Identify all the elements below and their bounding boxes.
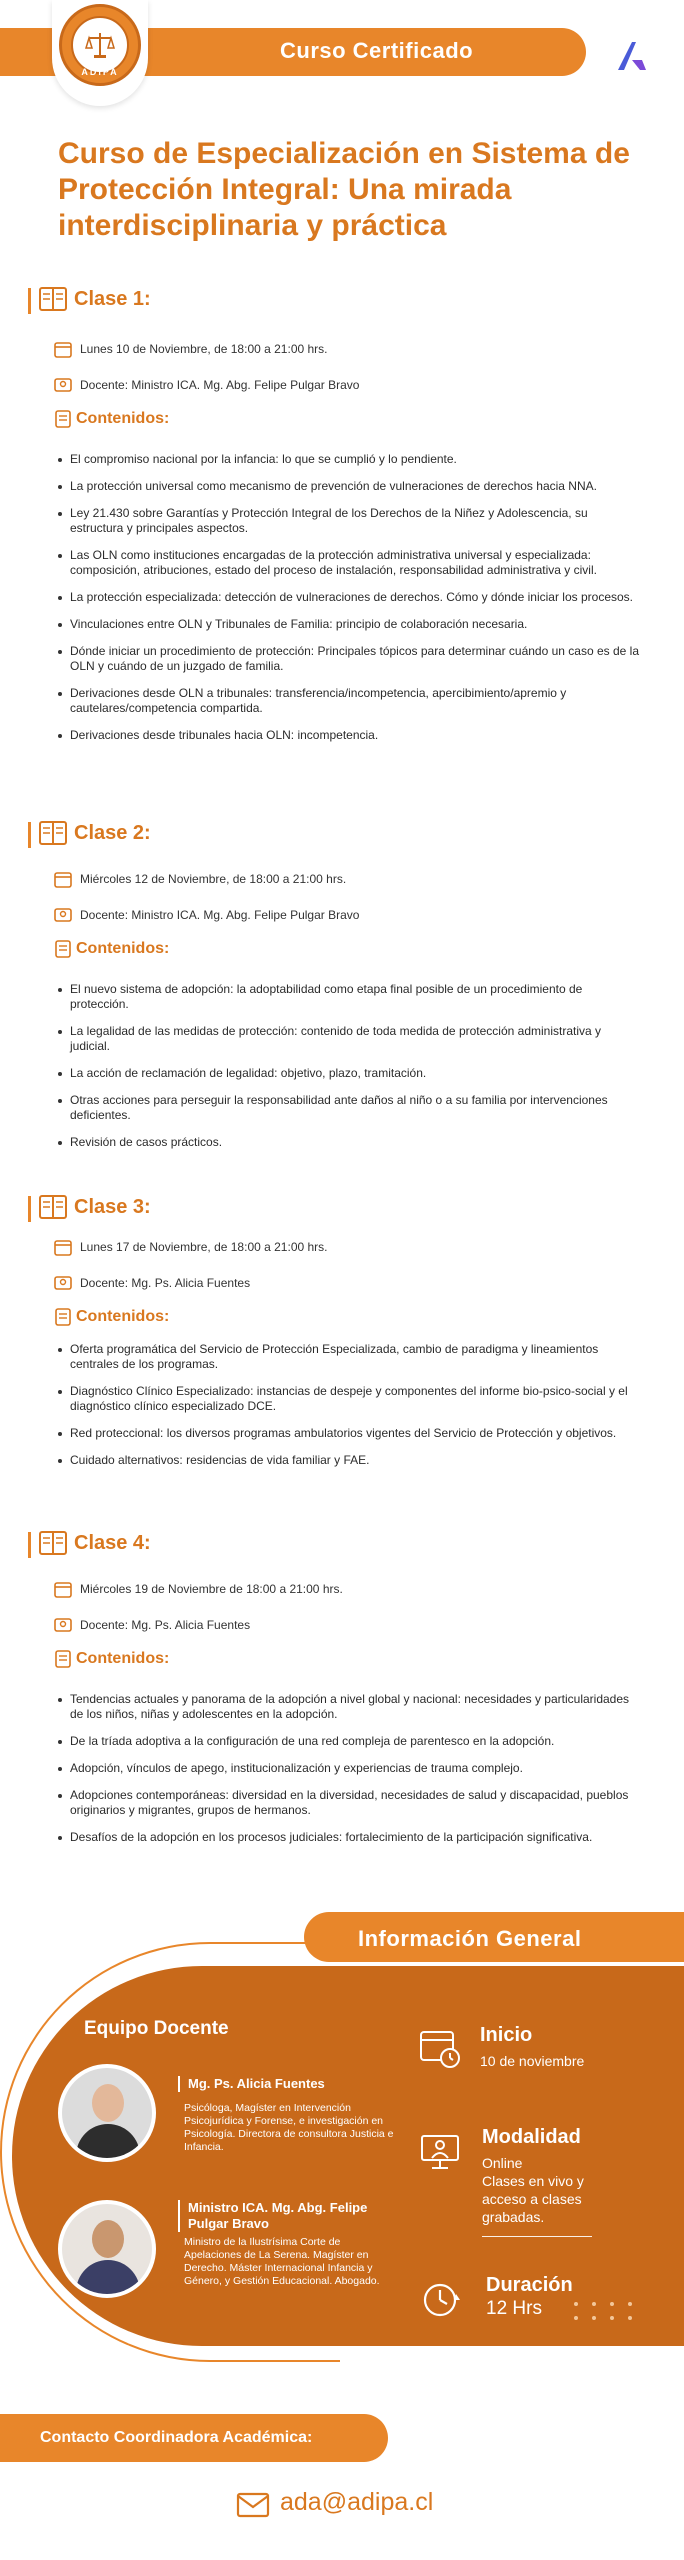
list-item: Derivaciones desde OLN a tribunales: transferencia/incompetencia, apercibimiento/apremio y cautelares/competencia compartida. — [70, 686, 644, 716]
class-title: Clase 3: — [74, 1196, 151, 1218]
start-value: 10 de noviembre — [480, 2053, 585, 2069]
contact-email-link[interactable]: ada@adipa.cl — [280, 2488, 434, 2516]
class-date: Miércoles 12 de Noviembre, de 18:00 a 21:00 hrs. — [80, 872, 347, 886]
list-item: Tendencias actuales y panorama de la adopción a nivel global y nacional: necesidades y particularidades de los niños, niñas y adolescentes en la adopción. — [70, 1692, 644, 1722]
book-icon — [38, 284, 68, 314]
list-icon — [54, 410, 72, 428]
list-item: Red proteccional: los diversos programas ambulatorios vigentes del Servicio de Protección y objetivos. — [70, 1426, 644, 1441]
teacher-icon — [54, 1274, 72, 1292]
class-teacher: Docente: Ministro ICA. Mg. Abg. Felipe Pulgar Bravo — [80, 378, 360, 392]
class-2-section — [0, 816, 684, 1162]
class-3-section — [0, 1190, 684, 1480]
teacher-icon — [54, 1616, 72, 1634]
seal-icon: ADIPA — [59, 4, 141, 86]
teacher-name: Mg. Ps. Alicia Fuentes — [178, 2076, 398, 2092]
mode-label: Modalidad — [482, 2126, 581, 2148]
contents-label: Contenidos: — [76, 940, 170, 957]
list-icon — [54, 1650, 72, 1668]
adipa-brand-icon — [612, 36, 652, 76]
class-teacher: Docente: Mg. Ps. Alicia Fuentes — [80, 1276, 251, 1290]
clock-icon — [420, 2278, 464, 2322]
teacher-icon — [54, 906, 72, 924]
teacher-name: Ministro ICA. Mg. Abg. Felipe Pulgar Bravo — [178, 2200, 388, 2232]
class-title: Clase 1: — [74, 288, 151, 310]
contents-label: Contenidos: — [76, 1308, 170, 1325]
list-item: La acción de reclamación de legalidad: objetivo, plazo, tramitación. — [70, 1066, 644, 1081]
calendar-icon — [54, 1238, 72, 1256]
online-class-icon — [418, 2130, 462, 2174]
team-title: Equipo Docente — [84, 2018, 229, 2039]
list-item: Ley 21.430 sobre Garantías y Protección Integral de los Derechos de la Niñez y Adolescencia, su estructura y principales aspectos. — [70, 506, 644, 536]
teacher-desc: Psicóloga, Magíster en Intervención Psicojurídica y Forense, e investigación en Psicología. Directora de consultora Justicia e Infancia. — [184, 2102, 394, 2153]
list-item: La legalidad de las medidas de protección: contenido de toda medida de protección administrativa y judicial. — [70, 1024, 644, 1054]
teacher-desc: Ministro de la Ilustrísima Corte de Apelaciones de La Serena. Magíster en Derecho. Máster Internacional Infancia y Género, y Gestión Educacional. Abogado. — [184, 2236, 380, 2287]
list-item: Revisión de casos prácticos. — [70, 1135, 644, 1150]
list-icon — [54, 940, 72, 958]
scales-icon — [83, 28, 117, 62]
class-1-contents — [0, 452, 684, 743]
list-item: Derivaciones desde tribunales hacia OLN: incompetencia. — [70, 728, 644, 743]
list-item: Las OLN como instituciones encargadas de la protección administrativa universal y especializada: composición, atribuciones, estado del proceso de instalación, responsabilidad administrativa y civil. — [70, 548, 644, 578]
class-date: Lunes 10 de Noviembre, de 18:00 a 21:00 hrs. — [80, 342, 328, 356]
certified-badge-text: Curso Certificado — [280, 38, 474, 63]
class-4-section — [0, 1526, 684, 1857]
mode-value: Online Clases en vivo y acceso a clases grabadas. — [482, 2155, 584, 2225]
list-item: La protección universal como mecanismo de prevención de vulneraciones de derechos hacia NNA. — [70, 479, 644, 494]
duration-label: Duración — [486, 2274, 573, 2296]
list-item: Diagnóstico Clínico Especializado: instancias de despeje y componentes del informe bio-psico-social y el diagnóstico clínico especializado DCE. — [70, 1384, 644, 1414]
adipa-logo — [52, 0, 148, 106]
calendar-icon — [54, 870, 72, 888]
mail-icon — [236, 2492, 270, 2518]
list-icon — [54, 1308, 72, 1326]
list-item: Adopciones contemporáneas: diversidad en la diversidad, necesidades de salud y discapacidad, pueblos originarios y migrantes, grupos de hermanos. — [70, 1788, 644, 1818]
book-icon — [38, 818, 68, 848]
contents-label: Contenidos: — [76, 410, 170, 427]
page-title: Curso de Especialización en Sistema de Protección Integral: Una mirada interdisciplinaria y práctica — [58, 137, 630, 242]
class-date: Miércoles 19 de Noviembre de 18:00 a 21:00 hrs. — [80, 1582, 343, 1596]
book-icon — [38, 1192, 68, 1222]
info-title: Información General — [358, 1926, 582, 1951]
list-item: La protección especializada: detección de vulneraciones de derechos. Cómo y dónde iniciar los procesos. — [70, 590, 644, 605]
duration-value: 12 Hrs — [486, 2298, 542, 2319]
class-1-section — [0, 282, 684, 755]
list-item: Vinculaciones entre OLN y Tribunales de Familia: principio de colaboración necesaria. — [70, 617, 644, 632]
class-title: Clase 4: — [74, 1532, 151, 1554]
avatar — [58, 2200, 156, 2298]
list-item: El nuevo sistema de adopción: la adoptabilidad como etapa final posible de un procedimiento de protección. — [70, 982, 644, 1012]
book-icon — [38, 1528, 68, 1558]
decorative-dots — [574, 2302, 644, 2326]
class-date: Lunes 17 de Noviembre, de 18:00 a 21:00 hrs. — [80, 1240, 328, 1254]
calendar-icon — [54, 340, 72, 358]
teacher-icon — [54, 376, 72, 394]
list-item: Cuidado alternativos: residencias de vida familiar y FAE. — [70, 1453, 644, 1468]
list-item: Oferta programática del Servicio de Protección Especializada, cambio de paradigma y lineamientos centrales de los programas. — [70, 1342, 644, 1372]
class-title: Clase 2: — [74, 822, 151, 844]
class-3-contents — [0, 1342, 684, 1468]
class-teacher: Docente: Mg. Ps. Alicia Fuentes — [80, 1618, 251, 1632]
start-label: Inicio — [480, 2024, 533, 2046]
divider — [482, 2236, 592, 2237]
contents-label: Contenidos: — [76, 1650, 170, 1667]
class-teacher: Docente: Ministro ICA. Mg. Abg. Felipe Pulgar Bravo — [80, 908, 360, 922]
list-item: Otras acciones para perseguir la responsabilidad ante daños al niño o a su familia por intervenciones deficientes. — [70, 1093, 644, 1123]
avatar — [58, 2064, 156, 2162]
class-4-contents — [0, 1692, 684, 1845]
calendar-icon — [54, 1580, 72, 1598]
contact-label: Contacto Coordinadora Académica: — [40, 2429, 313, 2446]
list-item: De la tríada adoptiva a la configuración de una red compleja de parentesco en la adopción. — [70, 1734, 644, 1749]
class-2-contents — [0, 982, 684, 1150]
list-item: Adopción, vínculos de apego, institucionalización y experiencias de trauma complejo. — [70, 1761, 644, 1776]
list-item: Dónde iniciar un procedimiento de protección: Principales tópicos para determinar cuándo un caso es de la OLN y cuándo de un juzgado de familia. — [70, 644, 644, 674]
list-item: Desafíos de la adopción en los procesos judiciales: fortalecimiento de la participación significativa. — [70, 1830, 644, 1845]
list-item: El compromiso nacional por la infancia: lo que se cumplió y lo pendiente. — [70, 452, 644, 467]
calendar-clock-icon — [418, 2026, 462, 2070]
